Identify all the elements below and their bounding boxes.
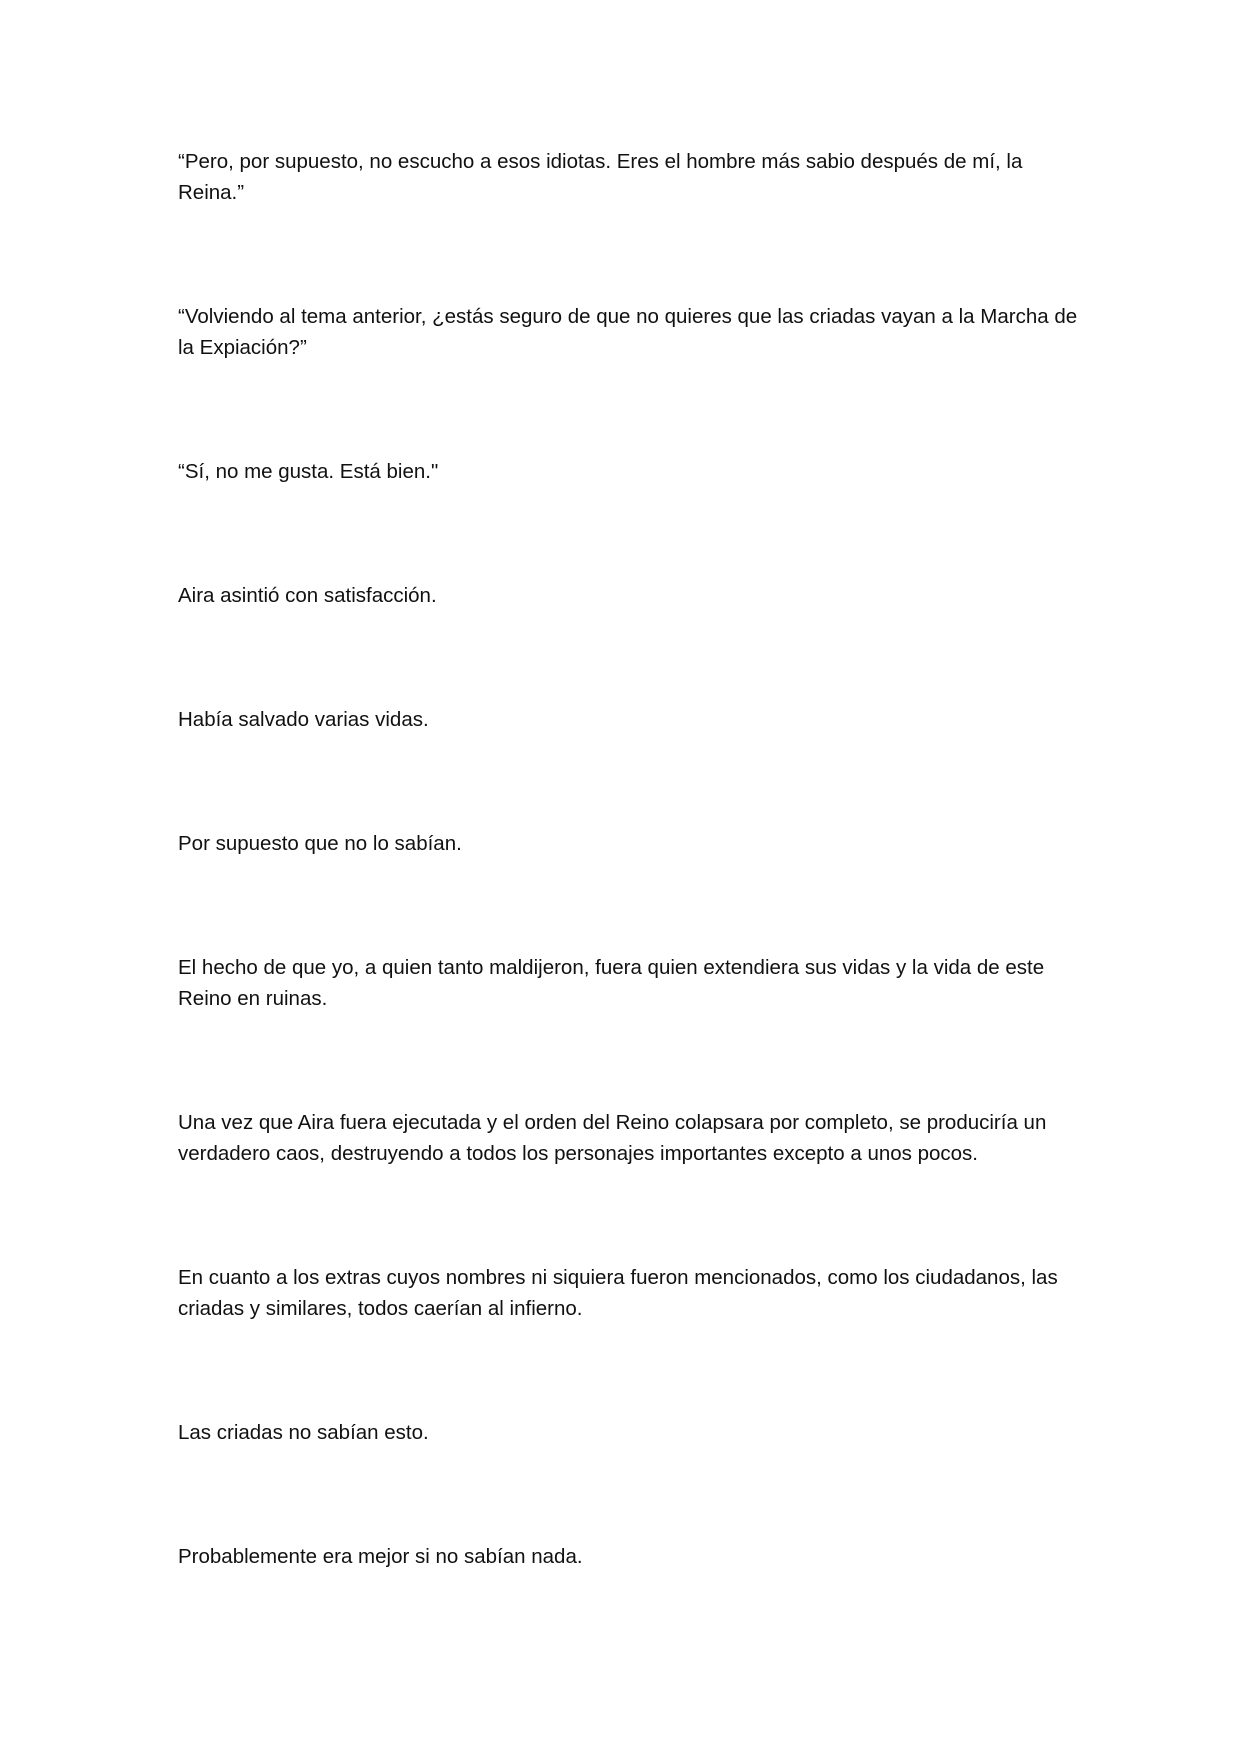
paragraph: Las criadas no sabían esto. — [178, 1421, 429, 1444]
paragraph: Probablemente era mejor si no sabían nada. — [178, 1545, 583, 1568]
paragraph: “Sí, no me gusta. Está bien." — [178, 460, 439, 483]
paragraph: Una vez que Aira fuera ejecutada y el orden del Reino colapsara por completo, se produciría un verdadero caos, destruyendo a todos los personajes importantes excepto a unos pocos. — [178, 1111, 1047, 1165]
paragraph: En cuanto a los extras cuyos nombres ni siquiera fueron mencionados, como los ciudadanos, las criadas y similares, todos caerían al infierno. — [178, 1266, 1058, 1320]
paragraph: “Pero, por supuesto, no escucho a esos idiotas. Eres el hombre más sabio después de mí, la Reina.” — [178, 150, 1023, 204]
paragraph: “Volviendo al tema anterior, ¿estás seguro de que no quieres que las criadas vayan a la Marcha de la Expiación?” — [178, 305, 1078, 359]
paragraph: Había salvado varias vidas. — [178, 708, 429, 731]
paragraph: Aira asintió con satisfacción. — [178, 584, 437, 607]
paragraph: Por supuesto que no lo sabían. — [178, 832, 462, 855]
paragraph: El hecho de que yo, a quien tanto maldijeron, fuera quien extendiera sus vidas y la vida de este Reino en ruinas. — [178, 956, 1045, 1010]
